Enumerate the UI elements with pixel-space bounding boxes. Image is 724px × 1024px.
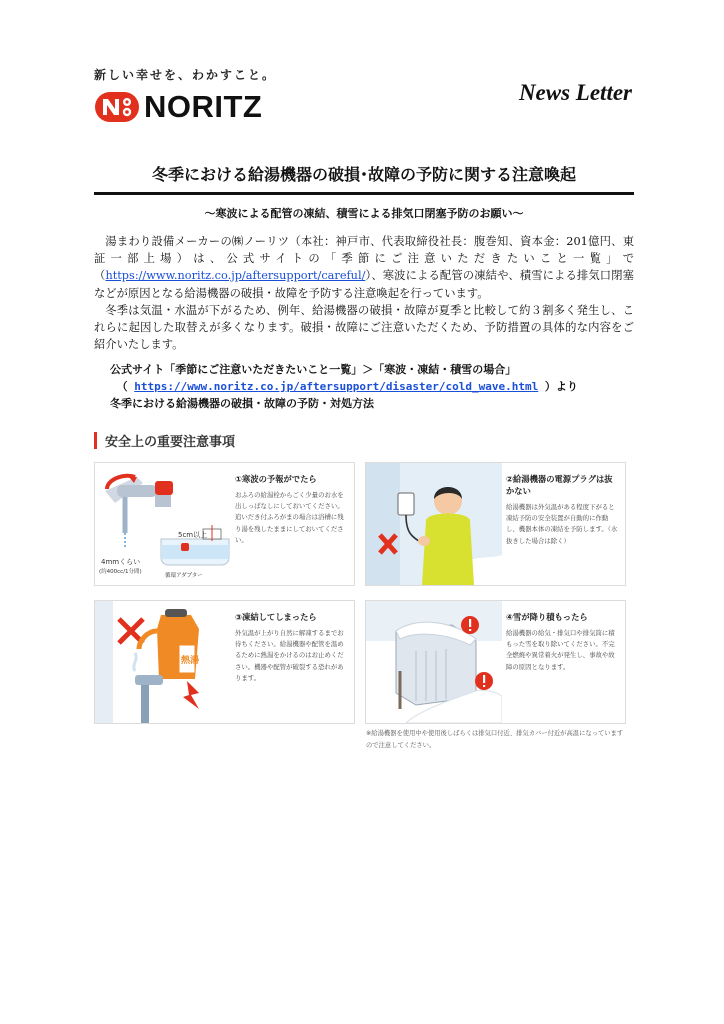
caution-card-snow	[365, 600, 626, 724]
noritz-logo-mark-icon	[94, 91, 140, 123]
flow-rate-label: (約400cc/1分間)	[99, 569, 142, 575]
card-2-text	[506, 473, 620, 547]
caution-card-power-plug	[365, 462, 626, 586]
card-4-text	[506, 611, 620, 673]
section-title: 安全上の重要注意事項	[105, 434, 236, 450]
card-4-title: ④雪が降り積もったら	[506, 612, 588, 622]
title-divider	[94, 192, 634, 195]
cold-wave-page-link[interactable]: https://www.noritz.co.jp/aftersupport/disaster/cold_wave.html	[134, 380, 539, 393]
card-4-desc: 給湯機器の給気・排気口や排気筒に積もった雪を取り除いてください。不完全燃焼や異常着火が発生し、事故や故障の原因となります。	[506, 629, 615, 671]
source-reference	[110, 361, 578, 412]
article-body	[94, 233, 634, 353]
card-1-text	[235, 473, 349, 546]
article-subtitle: ～寒波による配管の凍結、積雪による排気口閉塞予防のお願い～	[204, 207, 524, 220]
paragraph-1	[94, 233, 634, 302]
reference-close-paren: ）より	[544, 380, 578, 393]
hot-water-label: 熱湯	[181, 656, 200, 666]
reference-url-line	[110, 378, 578, 395]
card-3-desc: 外気温が上がり自然に解凍するまでお待ちください。給湯機器や配管を温めるために熱湯をかけるのはお止めください。機器や配管が破裂する恐れがあります。	[235, 629, 344, 682]
paragraph-1-lead: 湯まわり設備メーカーの㈱ノーリツ（本社：神戸市、代表取締役社長：腹巻知、資本金：201億円、東証一部上場）は、公式サイトの「季節にご注意いただきたいこと一覧」で（	[94, 235, 634, 283]
flow-amount-label: 4mmくらい	[101, 558, 141, 566]
card-1-title: ①寒波の予報がでたら	[235, 474, 317, 484]
high-temperature-footnote: ※給湯機器を使用中や使用後しばらくは排気口付近、排気カバー付近が高温になっていますので注意してください。	[366, 730, 624, 749]
article-title: 冬季における給湯機器の破損･故障の予防に関する注意喚起	[151, 165, 576, 184]
section-accent-bar	[94, 432, 97, 449]
paragraph-2: 冬季は気温・水温が下がるため、例年、給湯機器の破損・故障が夏季と比較して約３割多く発生し、これらに起因した取替えが多くなります。破損・故障にご注意いただくため、予防措置の具体的な内容をご紹介いたします。	[94, 303, 634, 352]
water-height-label: 5cm以上	[178, 531, 208, 539]
reference-path: 公式サイト「季節にご注意いただきたいこと一覧」＞「寒波・凍結・積雪の場合」	[110, 363, 517, 376]
person-unplug-illustration-icon	[366, 463, 502, 585]
careful-page-link[interactable]: https://www.noritz.co.jp/aftersupport/careful/	[105, 269, 366, 283]
no-hot-water-illustration-icon	[95, 601, 231, 723]
logo-wordmark: NORITZ	[144, 89, 263, 124]
section-heading	[94, 431, 235, 449]
caution-card-cold-forecast	[94, 462, 355, 586]
caution-card-frozen	[94, 600, 355, 724]
card-1-desc: おふろの給湯栓からごく少量のお水を出しっぱなしにしておいてください。追いだき付ふろがまの場合は浴槽に残り湯を残したままにしておいてください。	[235, 491, 344, 544]
newsletter-label: News Letter	[518, 80, 632, 105]
snow-covered-heater-illustration-icon	[366, 601, 502, 723]
card-3-text	[235, 611, 349, 684]
noritz-logo	[94, 88, 262, 126]
adapter-label: 循環アダプター	[165, 573, 203, 579]
brand-tagline: 新しい幸せを、わかすこと。	[94, 68, 277, 82]
card-3-title: ③凍結してしまったら	[235, 612, 317, 622]
card-2-title: ②給湯機器の電源プラグは抜かない	[506, 474, 613, 496]
reference-open-paren: （	[116, 380, 128, 393]
paragraph-1-tail: ）、寒波による配管の凍結や、積雪による排気口閉塞などが原因となる給湯機器の破損・故障を予防する注意喚起を行っています。	[94, 269, 634, 300]
faucet-trickle-illustration-icon	[95, 463, 231, 585]
reference-topic: 冬季における給湯機器の破損・故障の予防・対処方法	[110, 397, 374, 410]
card-2-desc: 給湯機器は外気温がある程度下がると凍結予防の安全装置が自動的に作動し、機器本体の凍結を予防します。（水抜きした場合は除く）	[506, 503, 618, 545]
